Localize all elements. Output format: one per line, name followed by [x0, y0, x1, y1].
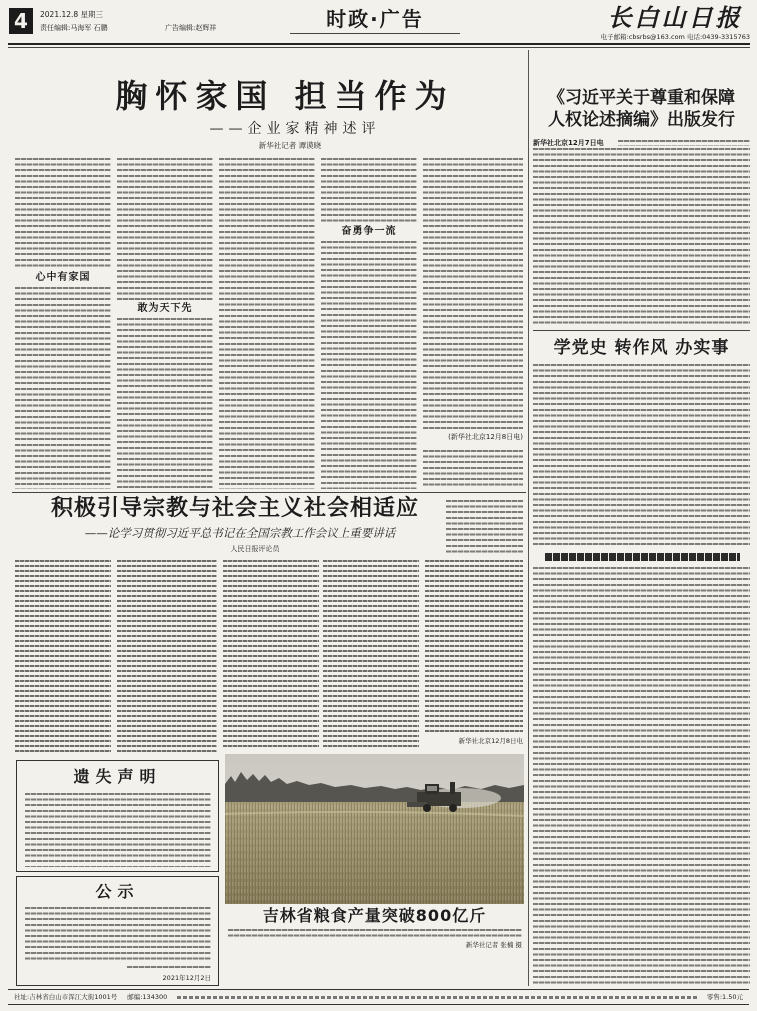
headline-human-rights-line2: 人权论述摘编》出版发行: [548, 110, 735, 130]
column-divider: [528, 50, 529, 986]
masthead-logo: 长白山日报: [607, 3, 743, 32]
subhead: 心中有家国: [35, 272, 91, 283]
section-title: 时政·广告: [326, 7, 424, 31]
body-text: [533, 567, 750, 984]
dateline-human-rights: 新华社北京12月7日电: [533, 139, 604, 147]
body-text: [15, 158, 111, 268]
public-notice-box: [16, 876, 219, 986]
dateline-entrepreneur: (新华社北京12月8日电): [448, 433, 523, 441]
public-notice-title: 公示: [95, 882, 140, 901]
photo-headline: 吉林省粮食产量突破800亿斤: [262, 906, 487, 925]
lost-notice-items: [25, 793, 211, 867]
headline-entrepreneur: 胸怀家国 担当作为: [115, 77, 455, 115]
dateline-religion: 新华社北京12月8日电: [458, 737, 523, 745]
subtitle-religion: ——论学习贯彻习近平总书记在全国宗教工作会议上重要讲话: [84, 526, 396, 540]
bold-subhead-line: [545, 553, 740, 561]
body-text: [321, 158, 417, 222]
byline-religion: 人民日报评论员: [230, 545, 280, 553]
body-text: [423, 450, 523, 489]
headline-party-history: 学党史 转作风 办实事: [553, 338, 730, 358]
body-text: [117, 158, 213, 300]
ad-editor-line: 广告编辑:赵辉祥: [165, 24, 217, 32]
lost-notice-title: 遗失声明: [73, 767, 162, 786]
body-text: [533, 148, 750, 324]
body-text: [15, 560, 111, 753]
body-text: [423, 158, 523, 430]
subtitle-entrepreneur: ——企业家精神述评: [209, 121, 381, 137]
page-number: 4: [9, 8, 33, 34]
body-text: [618, 140, 750, 146]
subhead: 奋勇争一流: [341, 226, 397, 237]
body-text: [323, 560, 419, 748]
header-rule-thin: [8, 47, 750, 48]
body-text: [533, 364, 750, 549]
page-footer: [8, 989, 749, 1005]
public-notice-text: [25, 907, 211, 963]
header-rule: [8, 43, 750, 45]
footer-price: 零售:1.50元: [706, 993, 743, 1001]
body-text: [117, 560, 217, 753]
issue-date: 2021.12.8 星期三: [40, 10, 104, 19]
harvest-photo: [225, 754, 524, 904]
public-notice-signer: [127, 966, 211, 971]
contact-line: 电子邮箱:cbsrbs@163.com 电话:0439-3315763: [600, 33, 750, 41]
footer-postcode: 邮编:134300: [127, 993, 168, 1001]
body-text: [321, 241, 417, 489]
subhead: 敢为天下先: [137, 303, 193, 314]
byline-entrepreneur: 新华社记者 谭谟晓: [258, 141, 322, 150]
body-text: [425, 560, 523, 732]
footer-contact-numbers: [177, 996, 697, 999]
photo-credit: 新华社记者 张楠 摄: [465, 941, 522, 949]
lost-notice-box: [16, 760, 219, 872]
editors-line: 责任编辑:马海军 石鹏: [40, 24, 108, 32]
body-text: [223, 560, 319, 748]
public-notice-date: 2021年12月2日: [162, 974, 211, 982]
body-text: [446, 500, 523, 554]
headline-religion: 积极引导宗教与社会主义社会相适应: [50, 496, 419, 521]
body-text: [117, 318, 213, 489]
article-divider: [12, 492, 526, 493]
article-divider-right: [533, 330, 750, 331]
body-text: [15, 287, 111, 489]
harvest-photo-image: [225, 754, 524, 904]
photo-caption-text: [228, 929, 522, 940]
section-underline: [290, 33, 460, 34]
body-text: [219, 158, 315, 489]
headline-human-rights-line1: 《习近平关于尊重和保障: [548, 88, 735, 108]
footer-address: 社址:吉林省白山市浑江大街1001号: [14, 993, 118, 1001]
